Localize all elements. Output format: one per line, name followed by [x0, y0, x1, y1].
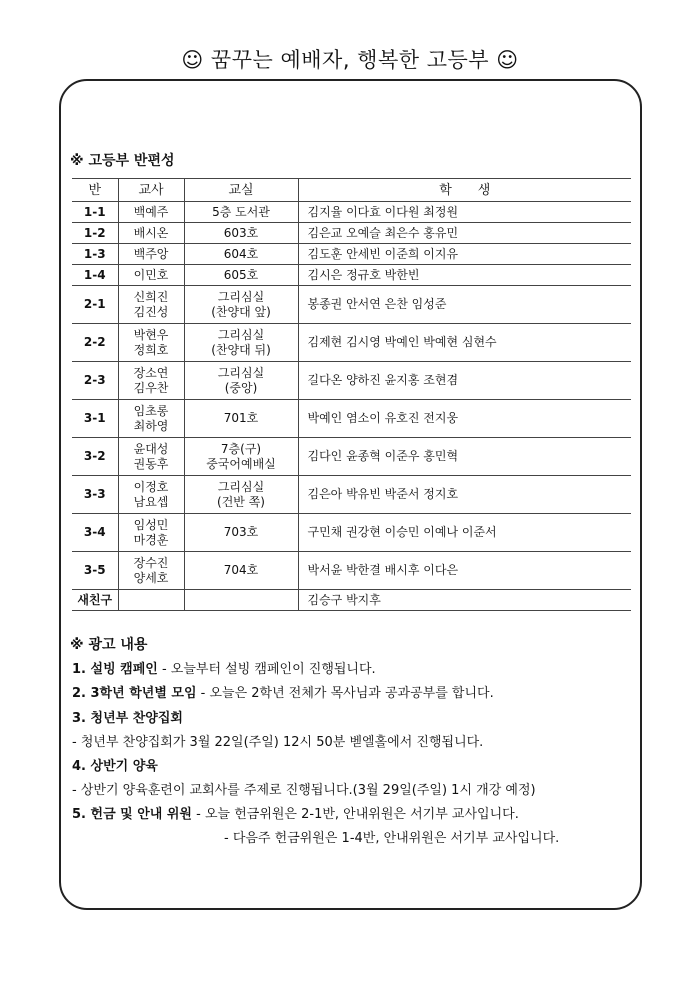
teacher-cell: 배시온	[118, 223, 184, 244]
class-section-heading: ※ 고등부 반편성	[70, 153, 175, 169]
ban-cell: 2-3	[72, 362, 118, 400]
room-cell: 그리심실 (찬양대 뒤)	[184, 324, 298, 362]
ad-5-text-line2: - 다음주 헌금위원은 1-4반, 안내위원은 서기부 교사입니다.	[224, 831, 560, 846]
table-row	[72, 265, 631, 286]
students-cell: 김시은 정규호 박한빈	[298, 265, 631, 286]
ad-1-title: 1. 설빙 캠페인	[72, 662, 158, 677]
ban-cell: 3-2	[72, 438, 118, 476]
room-cell: 그리심실 (중앙)	[184, 362, 298, 400]
ad-3-title	[72, 707, 183, 726]
teacher-cell: 신희진 김진성	[118, 286, 184, 324]
teacher-cell: 임초롱 최하영	[118, 400, 184, 438]
students-cell: 김지율 이다효 이다원 최정원	[298, 202, 631, 223]
ad-2-title: 2. 3학년 학년별 모임	[72, 686, 197, 701]
table-row	[72, 202, 631, 223]
ad-3-title-text: 3. 청년부 찬양집회	[72, 711, 183, 726]
ban-cell: 3-4	[72, 514, 118, 552]
room-cell: 704호	[184, 552, 298, 590]
room-cell: 603호	[184, 223, 298, 244]
students-cell: 김도훈 안세빈 이준희 이지유	[298, 244, 631, 265]
table-row	[72, 438, 631, 476]
class-table-wrap	[72, 178, 631, 611]
ad-2-text: - 오늘은 2학년 전체가 목사님과 공과공부를 합니다.	[196, 686, 494, 701]
teacher-cell: 이민호	[118, 265, 184, 286]
header-ban: 반	[72, 179, 118, 202]
teacher-cell	[118, 590, 184, 611]
table-row	[72, 476, 631, 514]
students-cell: 김승구 박지후	[298, 590, 631, 611]
table-row	[72, 552, 631, 590]
students-cell: 김제현 김시영 박예인 박예현 심현수	[298, 324, 631, 362]
table-row	[72, 244, 631, 265]
ad-2	[72, 682, 494, 701]
teacher-cell: 이정호 남요셉	[118, 476, 184, 514]
class-table	[72, 178, 631, 611]
students-cell: 박예인 염소이 유호진 전지웅	[298, 400, 631, 438]
ban-cell: 3-5	[72, 552, 118, 590]
table-row	[72, 223, 631, 244]
header-students: 학 생	[298, 179, 631, 202]
students-cell: 박서윤 박한결 배시후 이다은	[298, 552, 631, 590]
ban-cell: 2-1	[72, 286, 118, 324]
ban-cell: 2-2	[72, 324, 118, 362]
students-cell: 길다온 양하진 윤지홍 조현겸	[298, 362, 631, 400]
room-cell: 5층 도서관	[184, 202, 298, 223]
ad-5	[72, 803, 519, 822]
page-title: ☺ 꿈꾸는 예배자, 행복한 고등부 ☺	[181, 48, 519, 72]
table-row	[72, 514, 631, 552]
ad-5-title: 5. 헌금 및 안내 위원	[72, 807, 192, 822]
room-cell: 7층(구) 중국어예배실	[184, 438, 298, 476]
ad-3-text: - 청년부 찬양집회가 3월 22일(주일) 12시 50분 벧엘홀에서 진행됩니다.	[72, 735, 484, 750]
ad-4-title-text: 4. 상반기 양육	[72, 759, 158, 774]
room-cell	[184, 590, 298, 611]
table-header-row	[72, 179, 631, 202]
students-cell: 김은아 박유빈 박준서 정지호	[298, 476, 631, 514]
ad-1-text: - 오늘부터 설빙 캠페인이 진행됩니다.	[157, 662, 376, 677]
teacher-cell: 박현우 정희호	[118, 324, 184, 362]
students-cell: 김은교 오예슬 최은수 홍유민	[298, 223, 631, 244]
ban-cell: 1-2	[72, 223, 118, 244]
ad-4-title	[72, 755, 158, 774]
teacher-cell: 백예주	[118, 202, 184, 223]
teacher-cell: 장수진 양세호	[118, 552, 184, 590]
ban-cell: 3-3	[72, 476, 118, 514]
ban-cell: 1-3	[72, 244, 118, 265]
room-cell: 605호	[184, 265, 298, 286]
room-cell: 604호	[184, 244, 298, 265]
ban-cell: 1-4	[72, 265, 118, 286]
ban-cell: 1-1	[72, 202, 118, 223]
teacher-cell: 백주앙	[118, 244, 184, 265]
teacher-cell: 장소연 김우찬	[118, 362, 184, 400]
header-teacher: 교사	[118, 179, 184, 202]
room-cell: 그리심실 (건반 쪽)	[184, 476, 298, 514]
ad-1	[72, 658, 376, 677]
table-row	[72, 362, 631, 400]
teacher-cell: 임성민 마경훈	[118, 514, 184, 552]
room-cell: 그리심실 (찬양대 앞)	[184, 286, 298, 324]
table-row	[72, 400, 631, 438]
ban-cell: 새친구	[72, 590, 118, 611]
room-cell: 703호	[184, 514, 298, 552]
students-cell: 구민채 권강현 이승민 이예나 이준서	[298, 514, 631, 552]
students-cell: 김다인 윤종혁 이준우 홍민혁	[298, 438, 631, 476]
header-room: 교실	[184, 179, 298, 202]
students-cell: 봉종권 안서연 은찬 임성준	[298, 286, 631, 324]
table-row	[72, 590, 631, 611]
table-row	[72, 286, 631, 324]
room-cell: 701호	[184, 400, 298, 438]
ad-4-text: - 상반기 양육훈련이 교회사를 주제로 진행됩니다.(3월 29일(주일) 1시 개강 예정)	[72, 783, 536, 798]
table-row	[72, 324, 631, 362]
teacher-cell: 윤대성 권동후	[118, 438, 184, 476]
ad-5-text: - 오늘 헌금위원은 2-1반, 안내위원은 서기부 교사입니다.	[192, 807, 519, 822]
ads-heading: ※ 광고 내용	[70, 637, 148, 653]
ban-cell: 3-1	[72, 400, 118, 438]
